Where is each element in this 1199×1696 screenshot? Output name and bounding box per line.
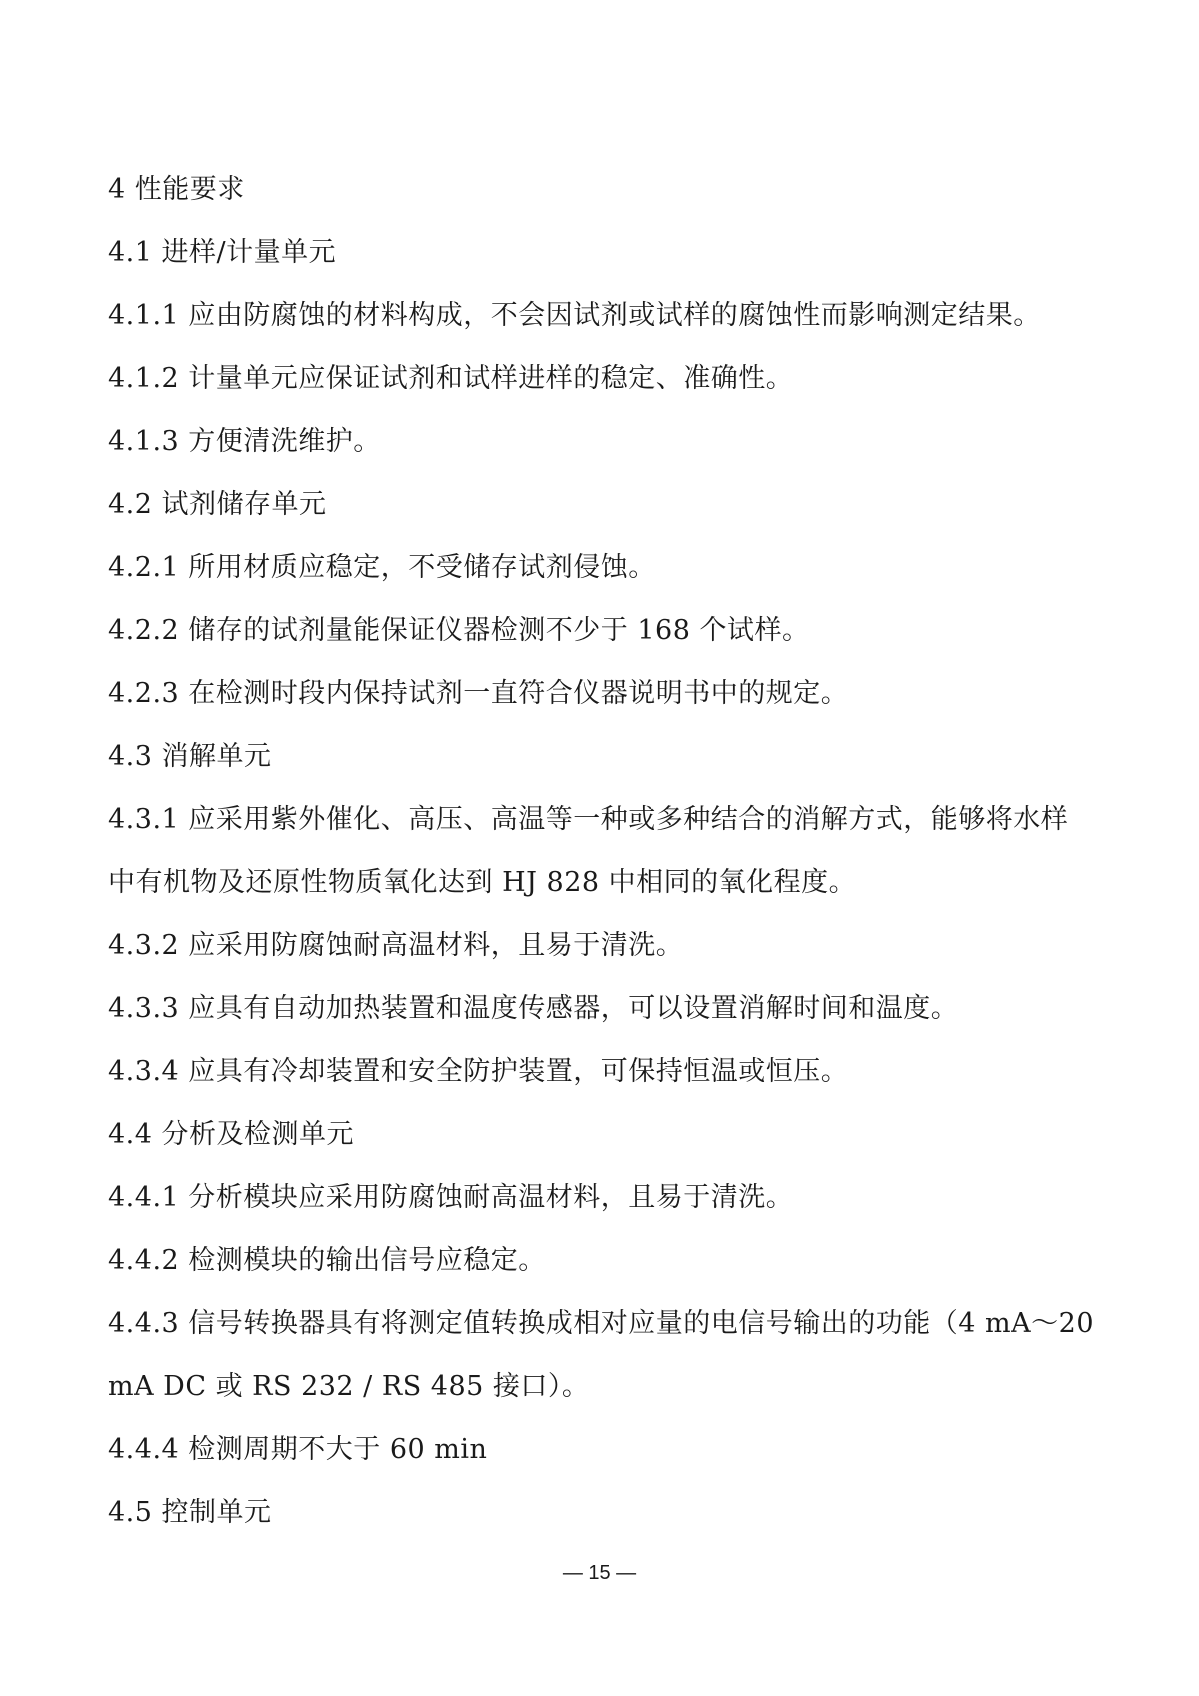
clause-4-3-2: 4.3.2 应采用防腐蚀耐高温材料，且易于清洗。 — [108, 930, 684, 961]
subsection-heading-4-1: 4.1 进样/计量单元 — [108, 237, 337, 268]
page-number: — 15 — — [562, 1562, 637, 1584]
clause-4-3-4: 4.3.4 应具有冷却装置和安全防护装置，可保持恒温或恒压。 — [108, 1056, 849, 1087]
clause-4-1-3: 4.1.3 方便清洗维护。 — [108, 426, 381, 457]
clause-4-2-1: 4.2.1 所用材质应稳定，不受储存试剂侵蚀。 — [108, 552, 656, 583]
clause-4-4-3-continued: mA DC 或 RS 232 / RS 485 接口）。 — [108, 1371, 590, 1402]
clause-4-4-3: 4.4.3 信号转换器具有将测定值转换成相对应量的电信号输出的功能（4 mA～20 — [108, 1308, 1094, 1339]
subsection-heading-4-4: 4.4 分析及检测单元 — [108, 1119, 355, 1150]
clause-4-1-2: 4.1.2 计量单元应保证试剂和试样进样的稳定、准确性。 — [108, 363, 794, 394]
clause-4-4-1: 4.4.1 分析模块应采用防腐蚀耐高温材料，且易于清洗。 — [108, 1182, 794, 1213]
clause-4-2-2: 4.2.2 储存的试剂量能保证仪器检测不少于 168 个试样。 — [108, 615, 810, 646]
subsection-heading-4-2: 4.2 试剂储存单元 — [108, 489, 327, 520]
clause-4-4-2: 4.4.2 检测模块的输出信号应稳定。 — [108, 1245, 546, 1276]
clause-4-1-1: 4.1.1 应由防腐蚀的材料构成，不会因试剂或试样的腐蚀性而影响测定结果。 — [108, 300, 1041, 331]
subsection-heading-4-5: 4.5 控制单元 — [108, 1497, 272, 1528]
clause-4-4-4: 4.4.4 检测周期不大于 60 min — [108, 1434, 488, 1465]
document-body — [108, 158, 1108, 1544]
clause-4-3-3: 4.3.3 应具有自动加热装置和温度传感器，可以设置消解时间和温度。 — [108, 993, 959, 1024]
clause-4-2-3: 4.2.3 在检测时段内保持试剂一直符合仪器说明书中的规定。 — [108, 678, 849, 709]
clause-4-3-1: 4.3.1 应采用紫外催化、高压、高温等一种或多种结合的消解方式，能够将水样 — [108, 804, 1069, 835]
clause-4-3-1-continued: 中有机物及还原性物质氧化达到 HJ 828 中相同的氧化程度。 — [108, 867, 857, 898]
section-heading-4: 4 性能要求 — [108, 174, 245, 205]
subsection-heading-4-3: 4.3 消解单元 — [108, 741, 272, 772]
